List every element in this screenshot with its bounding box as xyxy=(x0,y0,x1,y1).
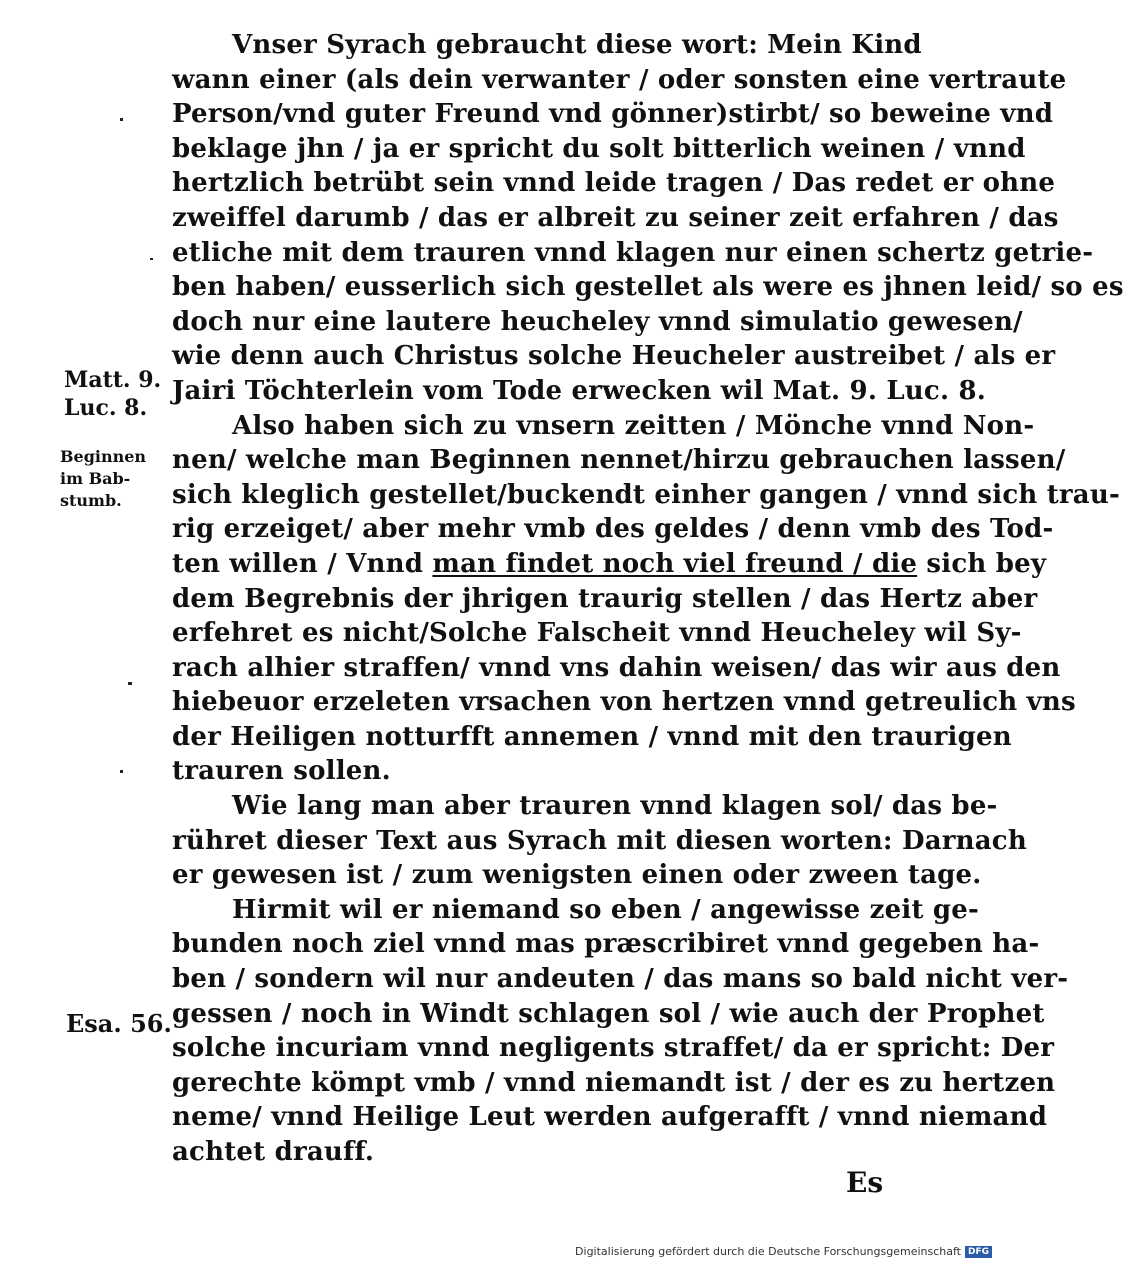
digitization-footer xyxy=(575,1245,992,1258)
line-segment: sich bey xyxy=(917,548,1047,579)
ink-speck xyxy=(120,118,123,121)
text-line: Jairi Töchterlein vom Tode erwecken wil Mat. 9. Luc. 8. xyxy=(172,375,986,406)
text-line: hiebeuor erzeleten vrsachen von hertzen vnnd getreulich vns xyxy=(172,687,1076,718)
text-line-underlined xyxy=(172,547,1047,582)
text-line: achtet drauff. xyxy=(172,1137,375,1167)
text-line: doch nur eine lautere heucheley vnnd simulatio gewesen/ xyxy=(172,306,1023,337)
underlined-phrase: man findet noch viel freund / die xyxy=(432,548,918,579)
text-line: etliche mit dem trauren vnnd klagen nur einen schertz getrie- xyxy=(172,237,1094,268)
text-line: wann einer (als dein verwanter / oder sonsten eine vertraute xyxy=(172,64,1067,95)
text-line: ben haben/ eusserlich sich gestellet als were es jhnen leid/ so es xyxy=(172,272,1124,303)
text-line: Hirmit wil er niemand so eben / angewisse zeit ge- xyxy=(232,894,980,925)
text-line: rühret dieser Text aus Syrach mit diesen worten: Darnach xyxy=(172,825,1027,856)
ink-speck xyxy=(120,770,123,773)
text-line: Also haben sich zu vnsern zeitten / Mönche vnnd Non- xyxy=(232,410,1035,441)
text-line: dem Begrebnis der jhrigen traurig stellen / das Hertz aber xyxy=(172,583,1038,614)
text-line: gerechte kömpt vmb / vnnd niemandt ist / der es zu hertzen xyxy=(172,1067,1056,1098)
text-line: gessen / noch in Windt schlagen sol / wie auch der Prophet xyxy=(172,998,1045,1029)
text-line: sich kleglich gestellet/buckendt einher gangen / vnnd sich trau- xyxy=(172,479,1120,510)
margin-note-luc: Luc. 8. xyxy=(64,395,148,421)
margin-note-line: Beginnen xyxy=(60,447,147,466)
text-line: bunden noch ziel vnnd mas præscribiret vnnd gegeben ha- xyxy=(172,929,1040,960)
text-line: rach alhier straffen/ vnnd vns dahin weisen/ das wir aus den xyxy=(172,652,1061,683)
text-line: zweiffel darumb / das er albreit zu seiner zeit erfahren / das xyxy=(172,202,1059,233)
margin-note-matt: Matt. 9. xyxy=(64,367,162,393)
text-line: rig erzeiget/ aber mehr vmb des geldes / denn vmb des Tod- xyxy=(172,514,1054,545)
text-line: Vnser Syrach gebraucht diese wort: Mein Kind xyxy=(232,30,922,60)
text-line: Wie lang man aber trauren vnnd klagen sol/ das be- xyxy=(232,791,998,822)
text-line: hertzlich betrübt sein vnnd leide tragen / Das redet er ohne xyxy=(172,168,1056,199)
margin-note-line: im Bab- xyxy=(60,469,131,488)
ink-speck xyxy=(128,682,132,685)
main-text-block xyxy=(172,28,1124,1170)
text-line: erfehret es nicht/Solche Falscheit vnnd Heucheley wil Sy- xyxy=(172,618,1022,649)
text-line: nen/ welche man Beginnen nennet/hirzu gebrauchen lassen/ xyxy=(172,445,1066,476)
footer-text: Digitalisierung gefördert durch die Deutsche Forschungsgemeinschaft xyxy=(575,1245,961,1258)
text-line: er gewesen ist / zum wenigsten einen oder zween tage. xyxy=(172,860,982,891)
margin-note-scripture-ref xyxy=(64,366,161,422)
text-line: solche incuriam vnnd negligents straffet/ da er spricht: Der xyxy=(172,1033,1055,1064)
margin-note-beginnen xyxy=(60,446,146,512)
line-segment: ten willen / Vnnd xyxy=(172,548,433,579)
ink-speck xyxy=(150,258,153,260)
margin-note-esa: Esa. 56. xyxy=(66,1009,172,1038)
catchword: Es xyxy=(846,1166,884,1199)
text-line: wie denn auch Christus solche Heucheler austreibet / als er xyxy=(172,341,1056,372)
margin-note-line: stumb. xyxy=(60,491,122,510)
text-line: beklage jhn / ja er spricht du solt bitterlich weinen / vnnd xyxy=(172,133,1026,164)
text-line: der Heiligen notturfft annemen / vnnd mit den traurigen xyxy=(172,721,1012,752)
text-line: ben / sondern wil nur andeuten / das mans so bald nicht ver- xyxy=(172,964,1069,995)
text-line: neme/ vnnd Heilige Leut werden aufgerafft / vnnd niemand xyxy=(172,1102,1048,1133)
text-line: trauren sollen. xyxy=(172,756,391,787)
dfg-logo: DFG xyxy=(965,1246,992,1258)
text-line: Person/vnd guter Freund vnd gönner)stirbt/ so beweine vnd xyxy=(172,99,1054,130)
